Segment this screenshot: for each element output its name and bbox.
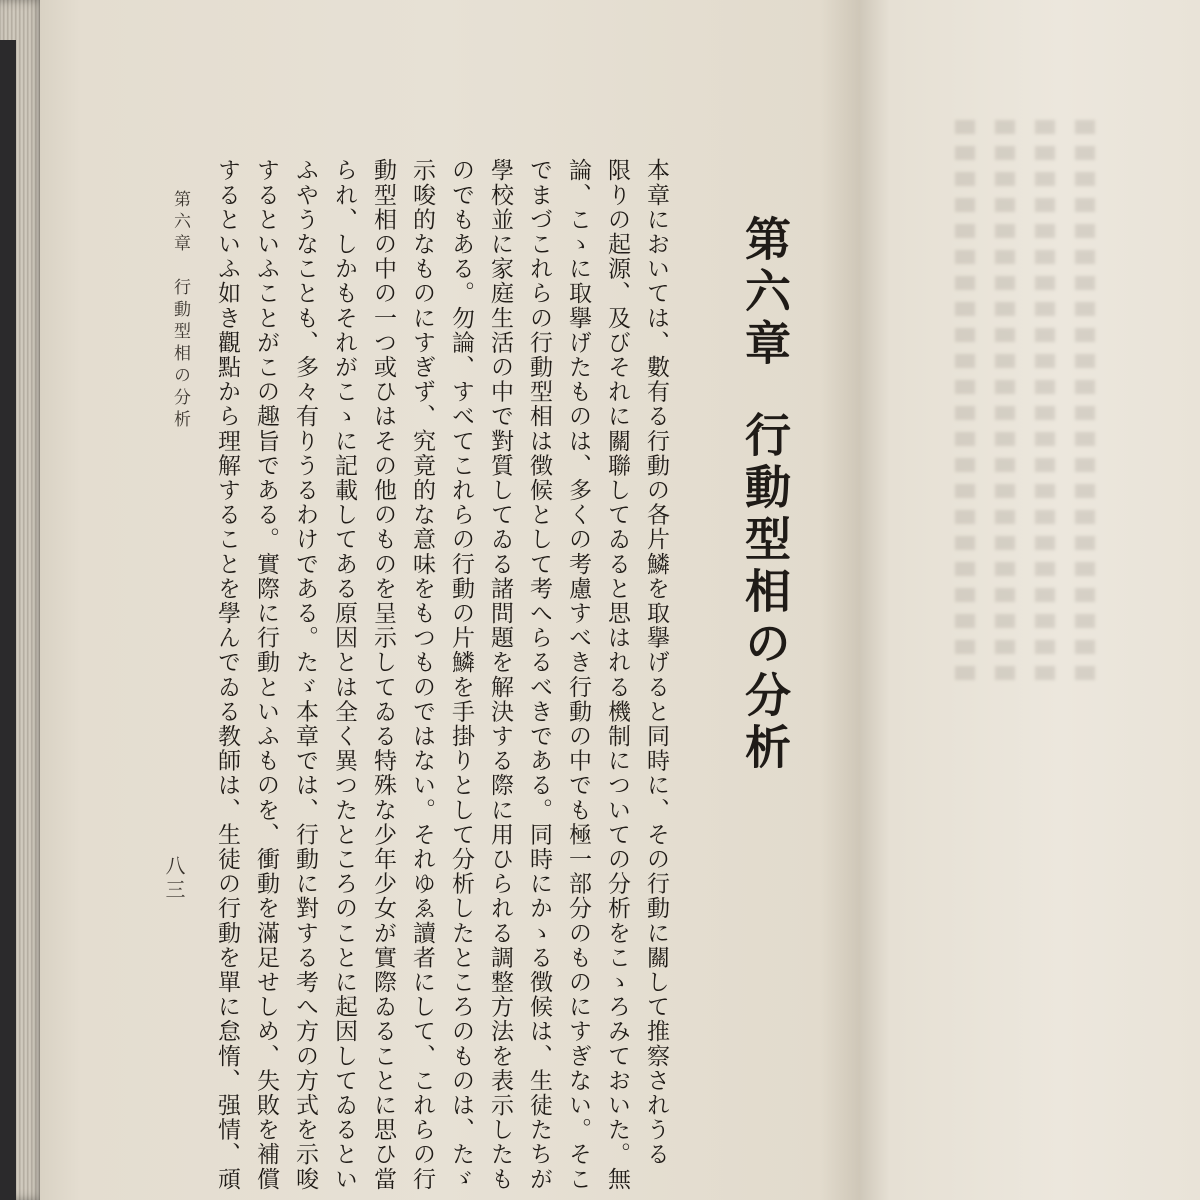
book-cover-edge <box>0 40 16 1200</box>
body-column-7: 示唆的なものにすぎず、究竟的な意味をもつものではない。それゆゑ讀者にして、これらの行 <box>409 158 435 1192</box>
body-column-8: 動型相の中の一つ或ひはその他のものを呈示してゐる特殊な少年少女が實際ゐることに思ひ當 <box>370 158 396 1192</box>
right-page <box>860 0 1200 1200</box>
body-column-3: 論、こゝに取擧げたものは、多くの考慮すべき行動の中でも極一部分のものにすぎない。そこ <box>565 158 591 1192</box>
left-page <box>40 0 860 1200</box>
body-column-6: のでもある。勿論、すべてこれらの行動の片鱗を手掛りとして分析したところのものは、たゞ <box>448 158 474 1192</box>
chapter-name: 行動型相の分析 <box>738 411 792 775</box>
chapter-title <box>735 215 795 775</box>
body-column-9: られ、しかもそれがこゝに記載してある原因とは全く異つたところのことに起因してゐるとい <box>331 158 357 1192</box>
body-column-2: 限りの起源、及びそれに關聯してゐると思はれる機制についての分析をこゝろみておいた。無 <box>604 158 630 1192</box>
body-column-11: するといふことがこの趣旨である。實際に行動といふものを、衝動を滿足せしめ、失敗を補償 <box>253 158 279 1192</box>
show-through-text <box>1035 120 1055 680</box>
page-number: 八三 <box>162 855 186 903</box>
show-through-text <box>1075 120 1095 680</box>
running-header: 第六章 行動型相の分析 <box>170 190 190 432</box>
body-column-5: 學校並に家庭生活の中で對質してゐる諸問題を解決する際に用ひられる調整方法を表示したも <box>487 158 513 1192</box>
body-column-10: ふやうなことも、多々有りうるわけである。たゞ本章では、行動に對する考へ方の方式を示唆 <box>292 158 318 1192</box>
body-column-4: でまづこれらの行動型相は徴候として考へらるべきである。同時にかゝる徴候は、生徒たちが <box>526 158 552 1192</box>
body-column-12: するといふ如き觀點から理解することを學んでゐる教師は、生徒の行動を單に怠惰、强情、頑 <box>214 158 240 1192</box>
show-through-text <box>995 120 1015 680</box>
show-through-text <box>955 120 975 680</box>
chapter-label: 第六章 <box>738 215 792 371</box>
body-column-1: 本章においては、數有る行動の各片鱗を取擧げると同時に、その行動に關して推察されうる <box>643 158 669 1167</box>
